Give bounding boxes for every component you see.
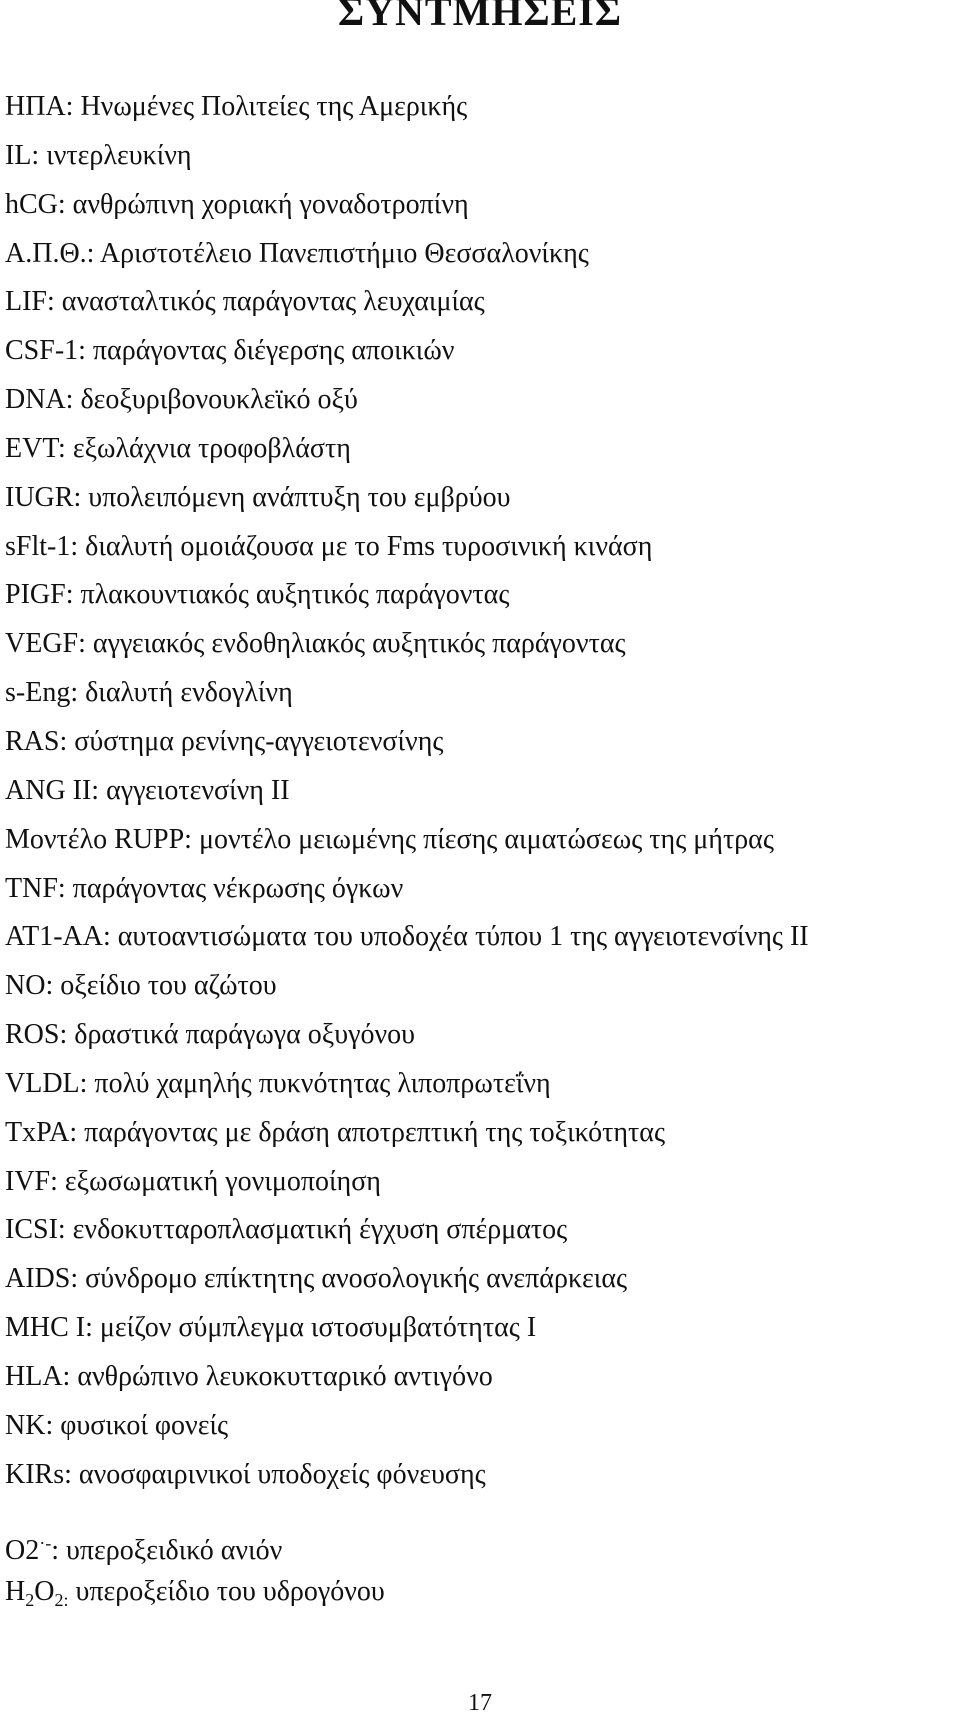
abbreviation-item: DNA: δεοξυριβονουκλεϊκό οξύ [5,384,358,416]
superoxide-item [5,1523,385,1572]
abbreviation-item: IVF: εξωσωματική γονιμοποίηση [5,1165,381,1197]
superoxide-charge: ·- [39,1533,52,1553]
abbreviation-item: s-Eng: διαλυτή ενδογλίνη [5,677,293,709]
abbreviation-item: KIRs: ανοσφαιρινικοί υποδοχείς φόνευσης [5,1458,486,1490]
peroxide-h-subscript: 2 [25,1589,35,1610]
superoxide-symbol: O2 [5,1535,40,1566]
page-number: 17 [468,1690,492,1716]
peroxide-o-subscript: 2: [54,1589,69,1610]
abbreviation-item: LIF: ανασταλτικός παράγοντας λευχαιμίας [5,286,485,318]
abbreviation-item: IL: ιντερλευκίνη [5,139,192,171]
chemical-abbreviation-list [5,1523,385,1621]
abbreviation-item: ΗΠΑ: Ηνωμένες Πολιτείες της Αμερικής [5,91,468,122]
abbreviation-item: VEGF: αγγειακός ενδοθηλιακός αυξητικός παράγοντας [5,628,626,660]
peroxide-o: O [34,1575,55,1607]
abbreviation-item: TxPA: παράγοντας με δράση αποτρεπτική της τοξικότητας [5,1116,666,1148]
abbreviation-item: CSF-1: παράγοντας διέγερσης αποικιών [5,335,455,367]
abbreviation-item: AIDS: σύνδρομο επίκτητης ανοσολογικής ανεπάρκειας [5,1263,628,1295]
abbreviation-item: Α.Π.Θ.: Αριστοτέλειο Πανεπιστήμιο Θεσσαλονίκης [5,237,589,269]
abbreviation-item: ROS: δραστικά παράγωγα οξυγόνου [5,1019,416,1051]
abbreviation-item: VLDL: πολύ χαμηλής πυκνότητας λιποπρωτεΐνη [5,1067,551,1099]
abbreviation-item: MHC I: μείζον σύμπλεγμα ιστοσυμβατότητας I [5,1312,537,1344]
abbreviation-item: IUGR: υπολειπόμενη ανάπτυξη του εμβρύου [5,481,511,513]
abbreviation-item: PIGF: πλακουντιακός αυξητικός παράγοντας [5,579,510,611]
abbreviation-item: AT1-AA: αυτοαντισώματα του υποδοχέα τύπου 1 της αγγειοτενσίνης II [5,921,809,953]
abbreviation-item: ANG II: αγγειοτενσίνη II [5,774,290,806]
peroxide-h: H [5,1575,26,1607]
page-title: ΣΥΝΤΜΗΣΕΙΣ [337,0,623,34]
peroxide-item [5,1572,385,1621]
abbreviation-item: sFlt-1: διαλυτή ομοιάζουσα με το Fms τυροσινική κινάση [5,530,653,562]
abbreviation-item: NO: οξείδιο του αζώτου [5,970,277,1002]
abbreviation-item: hCG: ανθρώπινη χοριακή γοναδοτροπίνη [5,188,469,220]
superoxide-definition: : υπεροξειδικό ανιόν [51,1535,283,1566]
abbreviation-item: Μοντέλο RUPP: μοντέλο μειωμένης πίεσης αιματώσεως της μήτρας [5,823,774,855]
abbreviation-list [5,87,809,1503]
abbreviation-item: TNF: παράγοντας νέκρωσης όγκων [5,872,404,904]
abbreviation-item: HLA: ανθρώπινο λευκοκυτταρικό αντιγόνο [5,1360,493,1392]
abbreviation-item: ICSI: ενδοκυτταροπλασματική έγχυση σπέρματος [5,1214,568,1246]
abbreviation-item: NK: φυσικοί φονείς [5,1409,229,1441]
abbreviation-item: RAS: σύστημα ρενίνης-αγγειοτενσίνης [5,725,444,757]
peroxide-definition: υπεροξείδιο του υδρογόνου [68,1575,385,1607]
abbreviation-item: EVT: εξωλάχνια τροφοβλάστη [5,432,351,464]
